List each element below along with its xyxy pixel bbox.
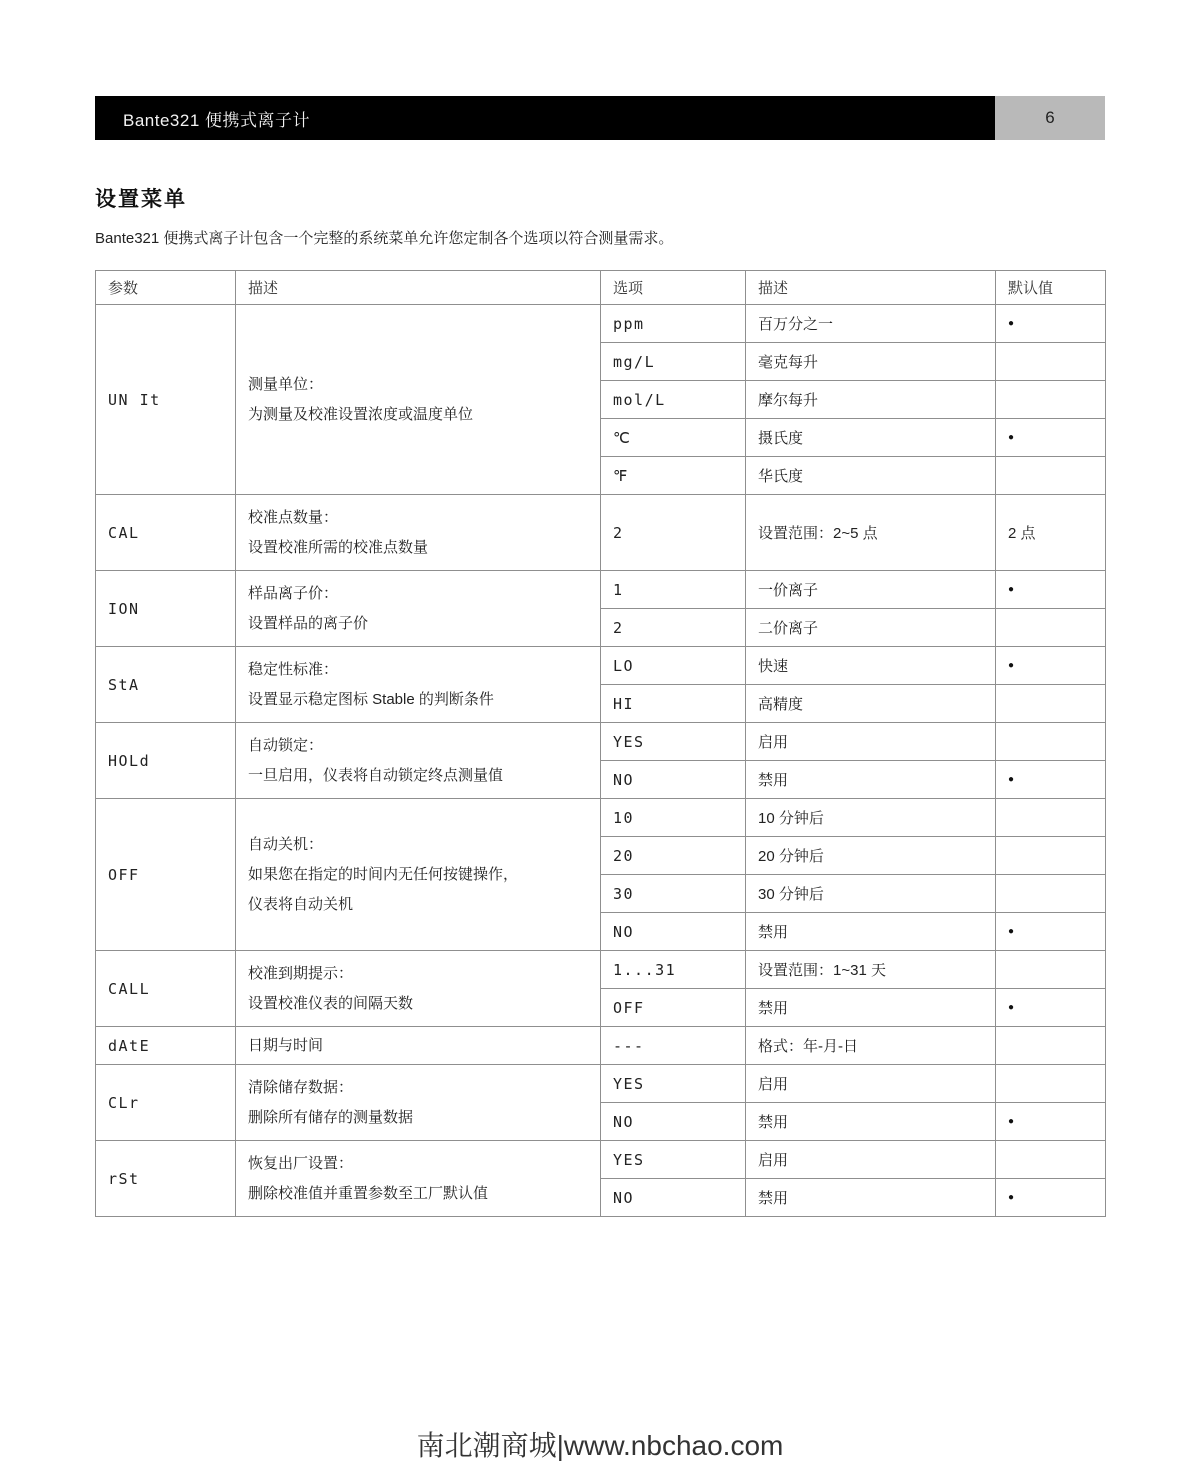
option-description-cell: 摄氏度 — [746, 419, 996, 457]
parameter-cell: CLr — [96, 1065, 236, 1141]
default-cell — [996, 685, 1106, 723]
option-cell: ℃ — [601, 419, 746, 457]
description-line: 校准到期提示： — [248, 964, 354, 982]
description-line: 稳定性标准： — [248, 660, 339, 678]
option-description-cell: 30 分钟后 — [746, 875, 996, 913]
description-line: 如果您在指定的时间内无任何按键操作， — [248, 865, 519, 883]
option-cell: 2 — [601, 495, 746, 571]
option-description-cell: 设置范围：2~5 点 — [746, 495, 996, 571]
default-cell — [996, 1027, 1106, 1065]
footer-text: 南北潮商城|www.nbchao.com — [416, 1430, 784, 1461]
default-bullet: ● — [996, 913, 1106, 951]
default-cell — [996, 343, 1106, 381]
default-cell — [996, 875, 1106, 913]
description-line: 仪表将自动关机 — [248, 895, 354, 913]
header-title: Bante321 便携式离子计 — [95, 96, 995, 140]
intro-paragraph: Bante321 便携式离子计包含一个完整的系统菜单允许您定制各个选项以符合测量需求。 — [95, 230, 674, 247]
default-cell — [996, 381, 1106, 419]
option-description-cell: 禁用 — [746, 913, 996, 951]
option-description-cell: 禁用 — [746, 1179, 996, 1217]
description-line: 设置校准所需的校准点数量 — [248, 538, 429, 556]
option-cell: 10 — [601, 799, 746, 837]
default-bullet: ● — [996, 1179, 1106, 1217]
parameter-description-cell — [236, 951, 601, 1027]
table-row — [96, 723, 1106, 761]
parameter-cell: UN It — [96, 305, 236, 495]
parameter-description-cell — [236, 495, 601, 571]
default-bullet: ● — [996, 305, 1106, 343]
table-row — [96, 951, 1106, 989]
table-row — [96, 1141, 1106, 1179]
parameter-description-cell — [236, 723, 601, 799]
column-header: 描述 — [236, 271, 601, 305]
default-bullet: ● — [996, 761, 1106, 799]
option-cell: NO — [601, 1179, 746, 1217]
parameter-cell: CALL — [96, 951, 236, 1027]
table-row — [96, 1027, 1106, 1065]
page-number: 6 — [995, 96, 1105, 140]
option-cell: 2 — [601, 609, 746, 647]
option-description-cell: 设置范围：1~31 天 — [746, 951, 996, 989]
parameter-cell: HOLd — [96, 723, 236, 799]
default-cell — [996, 1141, 1106, 1179]
description-line: 日期与时间 — [248, 1036, 324, 1054]
column-header: 描述 — [746, 271, 996, 305]
option-cell: LO — [601, 647, 746, 685]
description-line: 设置样品的离子价 — [248, 614, 369, 632]
parameter-description-cell — [236, 647, 601, 723]
description-line: 清除储存数据： — [248, 1078, 354, 1096]
option-cell: 1...31 — [601, 951, 746, 989]
default-bullet: ● — [996, 571, 1106, 609]
table-row — [96, 571, 1106, 609]
description-line: 一旦启用，仪表将自动锁定终点测量值 — [248, 766, 504, 784]
section-heading: 设置菜单 — [95, 188, 187, 211]
parameter-cell: StA — [96, 647, 236, 723]
option-cell: 20 — [601, 837, 746, 875]
option-description-cell: 禁用 — [746, 989, 996, 1027]
option-cell: mg/L — [601, 343, 746, 381]
header-bar — [95, 96, 1105, 140]
option-description-cell: 启用 — [746, 1065, 996, 1103]
parameter-description-cell — [236, 571, 601, 647]
parameter-cell: ION — [96, 571, 236, 647]
parameter-cell: OFF — [96, 799, 236, 951]
option-description-cell: 20 分钟后 — [746, 837, 996, 875]
default-bullet: ● — [996, 419, 1106, 457]
description-line: 设置显示稳定图标 Stable 的判断条件 — [248, 690, 494, 708]
option-description-cell: 禁用 — [746, 761, 996, 799]
option-description-cell: 摩尔每升 — [746, 381, 996, 419]
table-row — [96, 647, 1106, 685]
parameter-cell: CAL — [96, 495, 236, 571]
parameter-cell: rSt — [96, 1141, 236, 1217]
parameter-description-cell — [236, 1065, 601, 1141]
option-description-cell: 启用 — [746, 1141, 996, 1179]
option-cell: 1 — [601, 571, 746, 609]
table-header-row — [96, 271, 1106, 305]
option-description-cell: 百万分之一 — [746, 305, 996, 343]
option-description-cell: 华氏度 — [746, 457, 996, 495]
option-description-cell: 快速 — [746, 647, 996, 685]
option-description-cell: 10 分钟后 — [746, 799, 996, 837]
description-line: 校准点数量： — [248, 508, 339, 526]
default-cell: 2 点 — [996, 495, 1106, 571]
column-header: 选项 — [601, 271, 746, 305]
default-cell — [996, 457, 1106, 495]
parameter-description-cell — [236, 799, 601, 951]
option-cell: YES — [601, 1141, 746, 1179]
column-header: 默认值 — [996, 271, 1106, 305]
option-cell: ppm — [601, 305, 746, 343]
option-description-cell: 高精度 — [746, 685, 996, 723]
option-description-cell: 毫克每升 — [746, 343, 996, 381]
option-cell: OFF — [601, 989, 746, 1027]
description-line: 删除校准值并重置参数至工厂默认值 — [248, 1184, 489, 1202]
default-cell — [996, 1065, 1106, 1103]
option-cell: mol/L — [601, 381, 746, 419]
table-row — [96, 495, 1106, 571]
option-cell: HI — [601, 685, 746, 723]
option-description-cell: 格式：年-月-日 — [746, 1027, 996, 1065]
parameter-description-cell — [236, 305, 601, 495]
default-bullet: ● — [996, 1103, 1106, 1141]
option-cell: NO — [601, 1103, 746, 1141]
description-line: 设置校准仪表的间隔天数 — [248, 994, 414, 1012]
default-cell — [996, 837, 1106, 875]
option-cell: ℉ — [601, 457, 746, 495]
option-description-cell: 禁用 — [746, 1103, 996, 1141]
option-cell: YES — [601, 1065, 746, 1103]
description-line: 自动关机： — [248, 835, 324, 853]
default-cell — [996, 951, 1106, 989]
option-cell: 30 — [601, 875, 746, 913]
option-description-cell: 启用 — [746, 723, 996, 761]
option-description-cell: 二价离子 — [746, 609, 996, 647]
default-cell — [996, 609, 1106, 647]
default-cell — [996, 723, 1106, 761]
description-line: 删除所有储存的测量数据 — [248, 1108, 414, 1126]
option-cell: NO — [601, 761, 746, 799]
description-line: 为测量及校准设置浓度或温度单位 — [248, 405, 474, 423]
column-header: 参数 — [96, 271, 236, 305]
option-cell: YES — [601, 723, 746, 761]
description-line: 自动锁定： — [248, 736, 324, 754]
option-description-cell: 一价离子 — [746, 571, 996, 609]
parameter-description-cell — [236, 1141, 601, 1217]
table-row — [96, 305, 1106, 343]
default-cell — [996, 799, 1106, 837]
default-bullet: ● — [996, 989, 1106, 1027]
table-row — [96, 1065, 1106, 1103]
option-cell: NO — [601, 913, 746, 951]
description-line: 样品离子价： — [248, 584, 339, 602]
default-bullet: ● — [996, 647, 1106, 685]
parameter-cell: dAtE — [96, 1027, 236, 1065]
parameter-description-cell — [236, 1027, 601, 1065]
settings-table — [95, 270, 1106, 1217]
description-line: 测量单位： — [248, 375, 324, 393]
option-cell: --- — [601, 1027, 746, 1065]
table-row — [96, 799, 1106, 837]
description-line: 恢复出厂设置： — [248, 1154, 354, 1172]
